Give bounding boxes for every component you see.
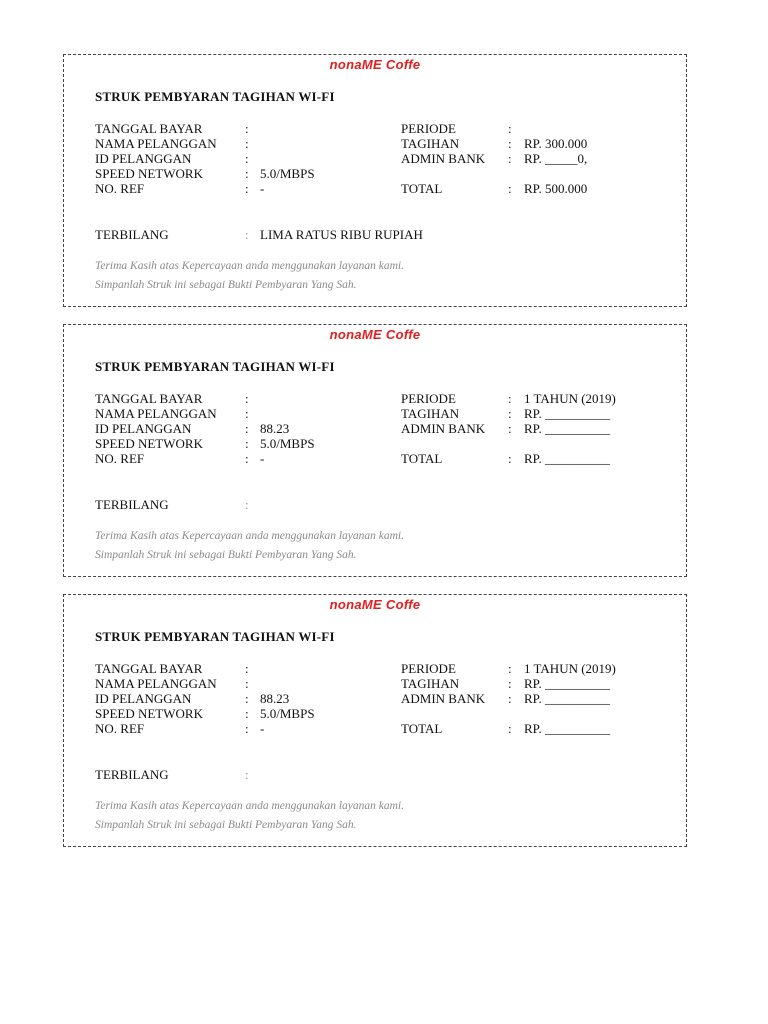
- field-label: ADMIN BANK: [401, 691, 486, 706]
- receipt-row: [64, 706, 686, 721]
- field-value: RP. 500.000: [524, 181, 588, 196]
- field-colon: :: [245, 706, 249, 721]
- field-colon: :: [245, 676, 249, 691]
- field-label: TANGGAL BAYAR: [95, 121, 203, 136]
- receipt-row: [64, 421, 686, 436]
- field-value: -: [260, 181, 265, 196]
- field-value: RP. __________: [524, 451, 610, 466]
- field-colon: :: [508, 151, 512, 166]
- receipt-title: STRUK PEMBYARAN TAGIHAN WI-FI: [95, 89, 335, 104]
- receipt-row: [64, 451, 686, 466]
- field-value: -: [260, 721, 265, 736]
- store-name: nonaME Coffe: [329, 597, 421, 612]
- field-label: TOTAL: [401, 181, 443, 196]
- field-label: PERIODE: [401, 121, 456, 136]
- receipt-row: [64, 721, 686, 736]
- field-label: TAGIHAN: [401, 136, 460, 151]
- field-value: 1 TAHUN (2019): [524, 661, 616, 676]
- field-colon: :: [245, 121, 249, 136]
- receipt-row: [64, 166, 686, 181]
- field-value: RP. __________: [524, 676, 610, 691]
- receipt-title: STRUK PEMBYARAN TAGIHAN WI-FI: [95, 359, 335, 374]
- store-name: nonaME Coffe: [329, 57, 421, 72]
- field-label: NAMA PELANGGAN: [95, 136, 217, 151]
- field-colon: :: [508, 421, 512, 436]
- receipt-row: [64, 676, 686, 691]
- field-value: RP. __________: [524, 421, 610, 436]
- field-value: 5.0/MBPS: [260, 166, 315, 181]
- field-label: SPEED NETWORK: [95, 706, 203, 721]
- field-value: RP. 300.000: [524, 136, 588, 151]
- field-colon: :: [508, 691, 512, 706]
- field-value: RP. __________: [524, 721, 610, 736]
- receipt-row: [64, 406, 686, 421]
- field-label: NO. REF: [95, 181, 145, 196]
- terbilang-label: TERBILANG: [95, 227, 169, 242]
- field-colon: :: [508, 676, 512, 691]
- terbilang-colon: :: [245, 767, 249, 782]
- receipt-row: [64, 121, 686, 136]
- field-label: TOTAL: [401, 451, 443, 466]
- terbilang-row: [64, 227, 686, 242]
- field-label: NAMA PELANGGAN: [95, 406, 217, 421]
- receipt-row: [64, 661, 686, 676]
- field-colon: :: [245, 721, 249, 736]
- terbilang-colon: :: [245, 227, 249, 242]
- field-value: 5.0/MBPS: [260, 436, 315, 451]
- receipt-row: [64, 391, 686, 406]
- field-value: RP. _____0,: [524, 151, 588, 166]
- terbilang-colon: :: [245, 497, 249, 512]
- field-label: TOTAL: [401, 721, 443, 736]
- receipt-row: [64, 691, 686, 706]
- field-colon: :: [245, 421, 249, 436]
- field-label: NO. REF: [95, 721, 145, 736]
- terbilang-label: TERBILANG: [95, 497, 169, 512]
- field-label: SPEED NETWORK: [95, 166, 203, 181]
- keep-receipt-note: Simpanlah Struk ini sebagai Bukti Pembyaran Yang Sah.: [95, 549, 357, 561]
- terbilang-value: LIMA RATUS RIBU RUPIAH: [260, 227, 423, 242]
- field-colon: :: [508, 661, 512, 676]
- field-colon: :: [245, 151, 249, 166]
- field-colon: :: [245, 406, 249, 421]
- field-value: RP. __________: [524, 406, 610, 421]
- field-label: TAGIHAN: [401, 406, 460, 421]
- field-label: TANGGAL BAYAR: [95, 661, 203, 676]
- terbilang-row: [64, 497, 686, 512]
- field-label: PERIODE: [401, 661, 456, 676]
- field-value: 88.23: [260, 691, 290, 706]
- field-colon: :: [245, 391, 249, 406]
- field-label: PERIODE: [401, 391, 456, 406]
- field-value: -: [260, 451, 265, 466]
- field-colon: :: [245, 451, 249, 466]
- receipt-row: [64, 181, 686, 196]
- field-label: ADMIN BANK: [401, 151, 486, 166]
- field-value: 88.23: [260, 421, 290, 436]
- receipt-row: [64, 136, 686, 151]
- receipt-2: [63, 324, 687, 577]
- field-colon: :: [508, 721, 512, 736]
- field-colon: :: [508, 391, 512, 406]
- field-colon: :: [508, 121, 512, 136]
- field-colon: :: [508, 406, 512, 421]
- field-colon: :: [508, 136, 512, 151]
- field-value: 1 TAHUN (2019): [524, 391, 616, 406]
- field-label: NO. REF: [95, 451, 145, 466]
- field-colon: :: [245, 166, 249, 181]
- field-colon: :: [508, 181, 512, 196]
- field-colon: :: [245, 661, 249, 676]
- receipt-3: [63, 594, 687, 847]
- thank-you-note: Terima Kasih atas Kepercayaan anda menggunakan layanan kami.: [95, 260, 404, 272]
- terbilang-label: TERBILANG: [95, 767, 169, 782]
- store-name: nonaME Coffe: [329, 327, 421, 342]
- field-label: TAGIHAN: [401, 676, 460, 691]
- keep-receipt-note: Simpanlah Struk ini sebagai Bukti Pembyaran Yang Sah.: [95, 819, 357, 831]
- keep-receipt-note: Simpanlah Struk ini sebagai Bukti Pembyaran Yang Sah.: [95, 279, 357, 291]
- field-label: ID PELANGGAN: [95, 691, 192, 706]
- thank-you-note: Terima Kasih atas Kepercayaan anda menggunakan layanan kami.: [95, 800, 404, 812]
- field-colon: :: [245, 136, 249, 151]
- receipt-row: [64, 436, 686, 451]
- field-colon: :: [245, 691, 249, 706]
- field-colon: :: [245, 181, 249, 196]
- terbilang-row: [64, 767, 686, 782]
- thank-you-note: Terima Kasih atas Kepercayaan anda menggunakan layanan kami.: [95, 530, 404, 542]
- field-value: 5.0/MBPS: [260, 706, 315, 721]
- field-colon: :: [245, 436, 249, 451]
- field-label: ID PELANGGAN: [95, 151, 192, 166]
- field-label: NAMA PELANGGAN: [95, 676, 217, 691]
- receipt-title: STRUK PEMBYARAN TAGIHAN WI-FI: [95, 629, 335, 644]
- field-label: SPEED NETWORK: [95, 436, 203, 451]
- receipt-row: [64, 151, 686, 166]
- receipt-1: [63, 54, 687, 307]
- field-label: ID PELANGGAN: [95, 421, 192, 436]
- field-label: TANGGAL BAYAR: [95, 391, 203, 406]
- field-label: ADMIN BANK: [401, 421, 486, 436]
- field-value: RP. __________: [524, 691, 610, 706]
- field-colon: :: [508, 451, 512, 466]
